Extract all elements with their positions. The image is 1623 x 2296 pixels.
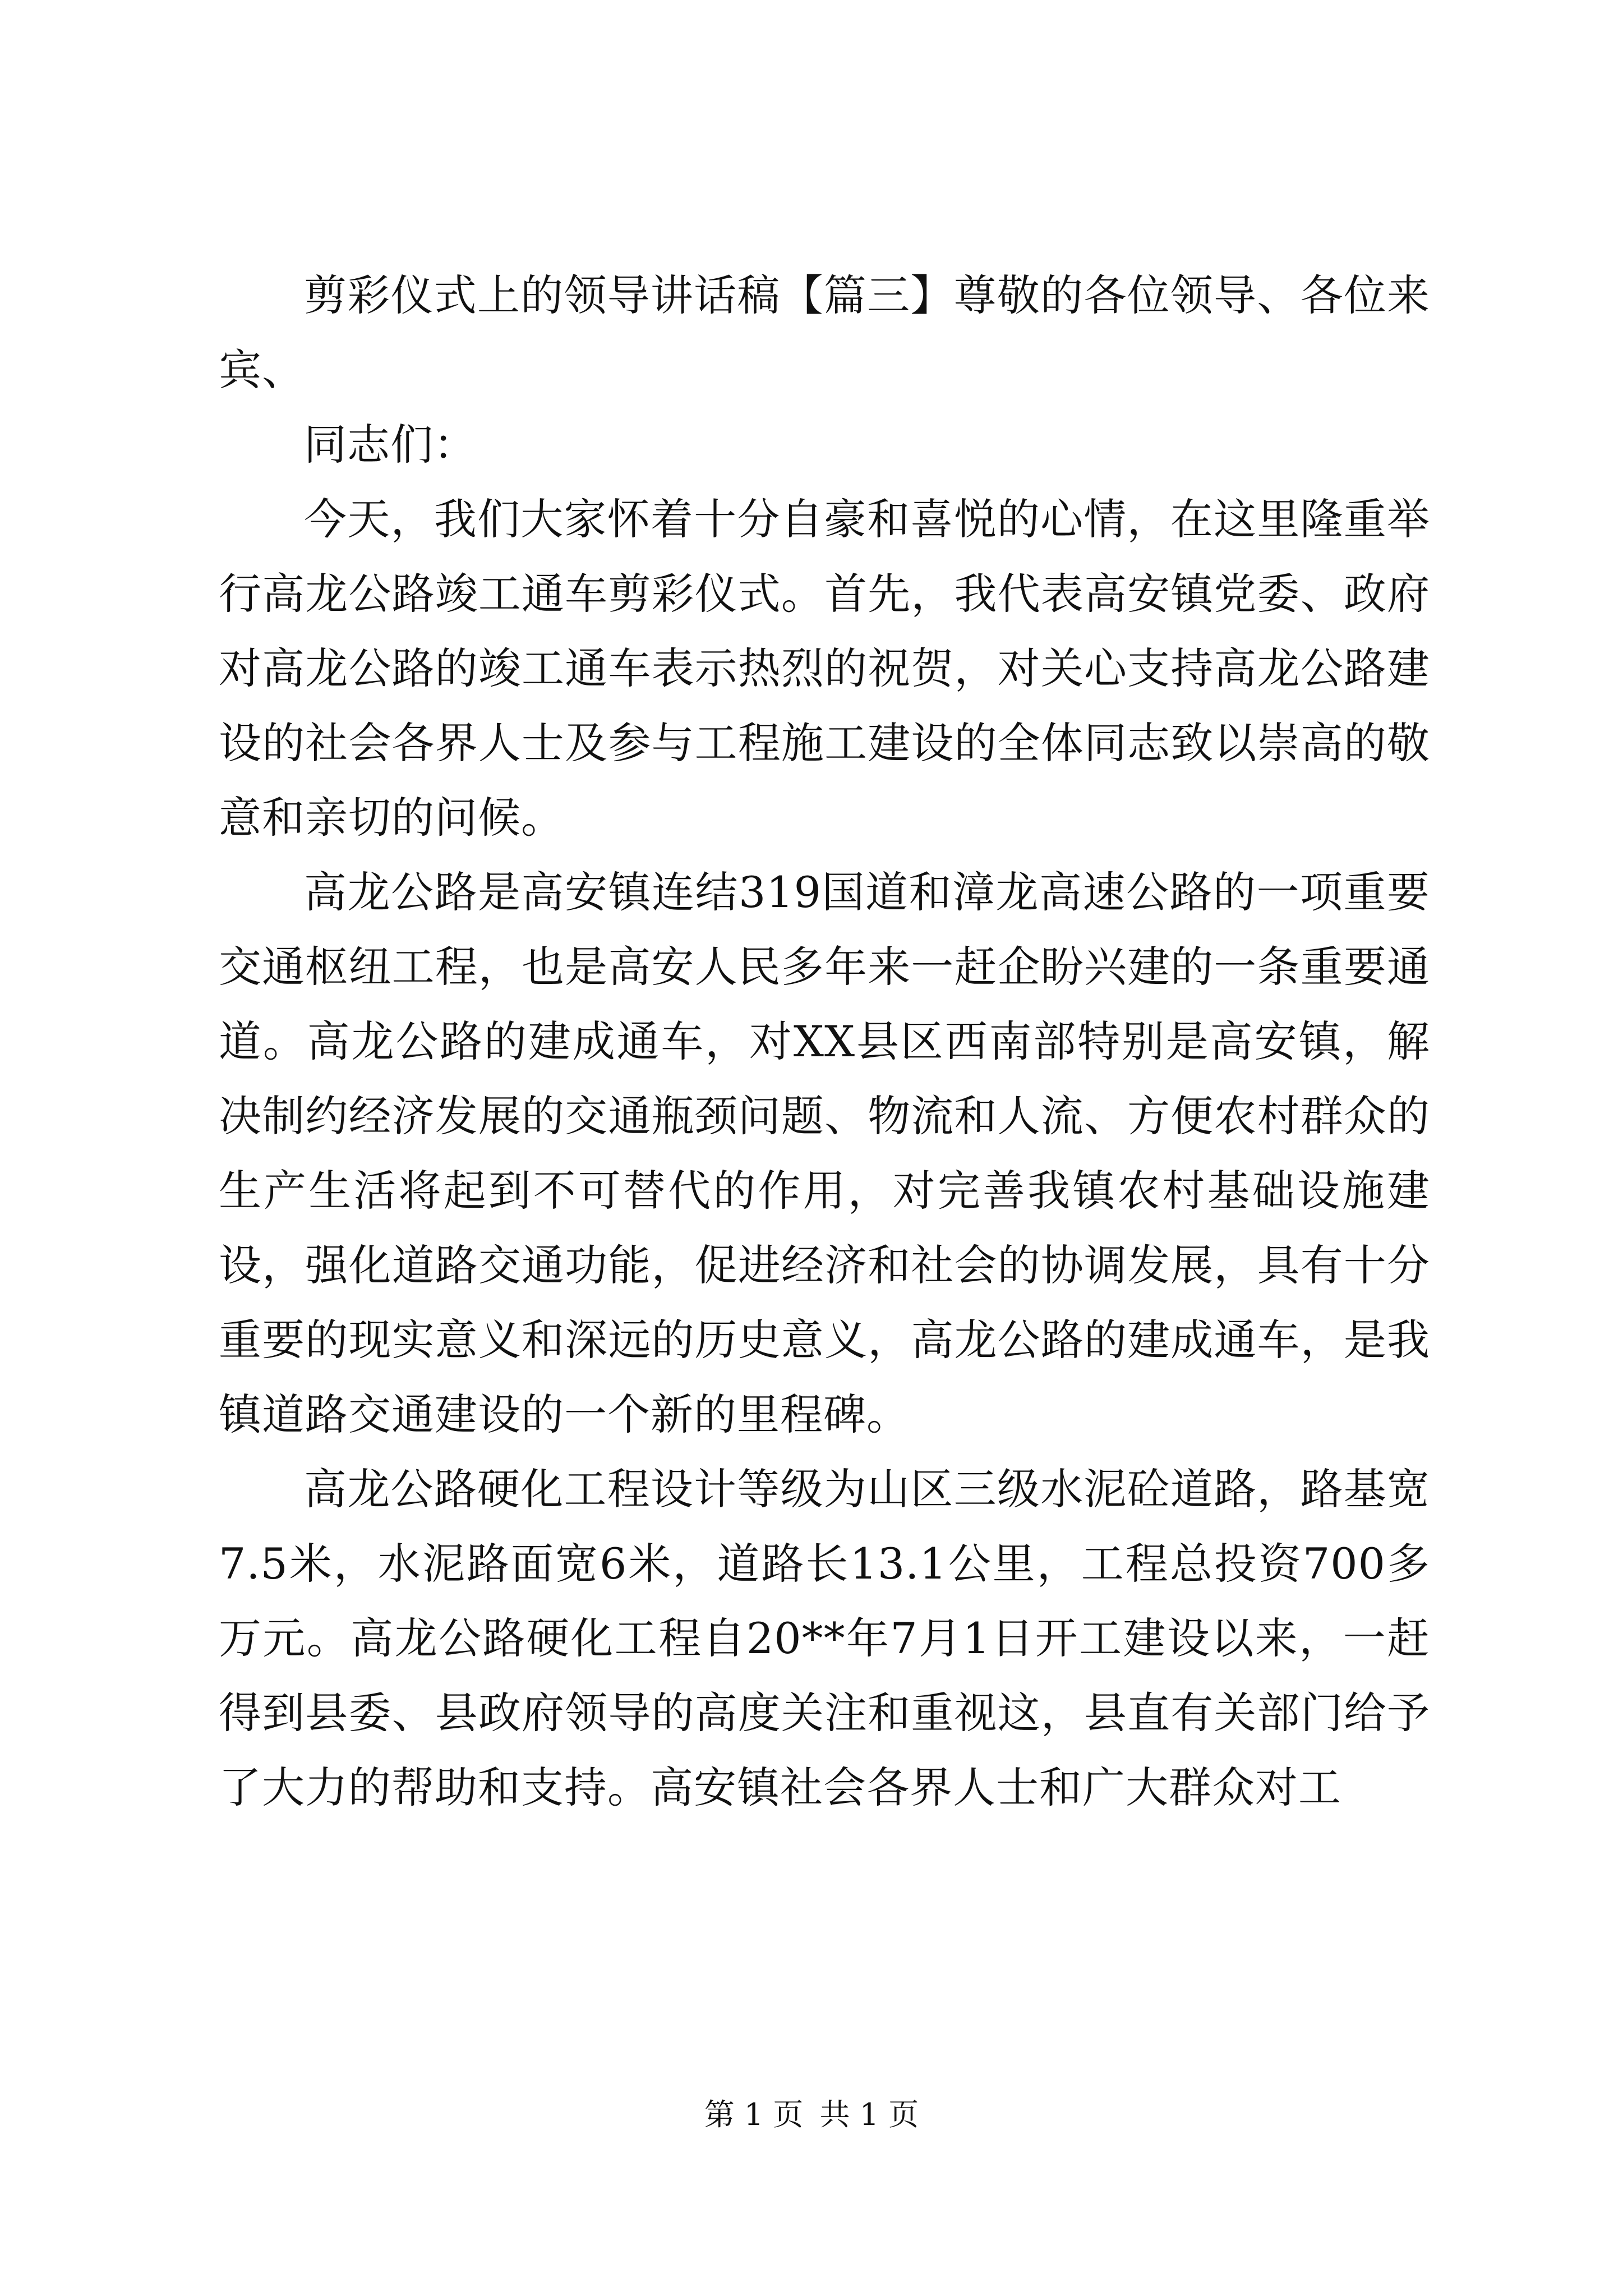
document-body: [219, 258, 1430, 1825]
paragraph-opening: 今天，我们大家怀着十分自豪和喜悦的心情，在这里隆重举行高龙公路竣工通车剪彩仪式。首先，我代表高安镇党委、政府对高龙公路的竣工通车表示热烈的祝贺，对关心支持高龙公路建设的社会各界人士及参与工程施工建设的全体同志致以崇高的敬意和亲切的问候。: [219, 494, 1430, 843]
page-footer: [0, 2095, 1623, 2134]
paragraph-project-details: 高龙公路硬化工程设计等级为山区三级水泥砼道路，路基宽7.5米，水泥路面宽6米，道路长13.1公里，工程总投资700多万元。高龙公路硬化工程自20**年7月1日开工建设以来，一赶得到县委、县政府领导的高度关注和重视这，县直有关部门给予了大力的帮助和支持。高安镇社会各界人士和广大群众对工: [219, 1464, 1430, 1812]
paragraph-title-greeting: 剪彩仪式上的领导讲话稿【篇三】尊敬的各位领导、各位来宾、: [219, 270, 1430, 395]
paragraph-significance: 高龙公路是高安镇连结319国道和漳龙高速公路的一项重要交通枢纽工程，也是高安人民多年来一赶企盼兴建的一条重要通道。高龙公路的建成通车，对XX县区西南部特别是高安镇，解决制约经济发展的交通瓶颈问题、物流和人流、方便农村群众的生产生活将起到不可替代的作用，对完善我镇农村基础设施建设，强化道路交通功能，促进经济和社会的协调发展，具有十分重要的现实意义和深远的历史意义，高龙公路的建成通车，是我镇道路交通建设的一个新的里程碑。: [219, 867, 1430, 1439]
page-total: 共 1 页: [819, 2097, 919, 2132]
page-number: 第 1 页: [704, 2097, 804, 2132]
paragraph-salutation: 同志们：: [304, 420, 477, 470]
